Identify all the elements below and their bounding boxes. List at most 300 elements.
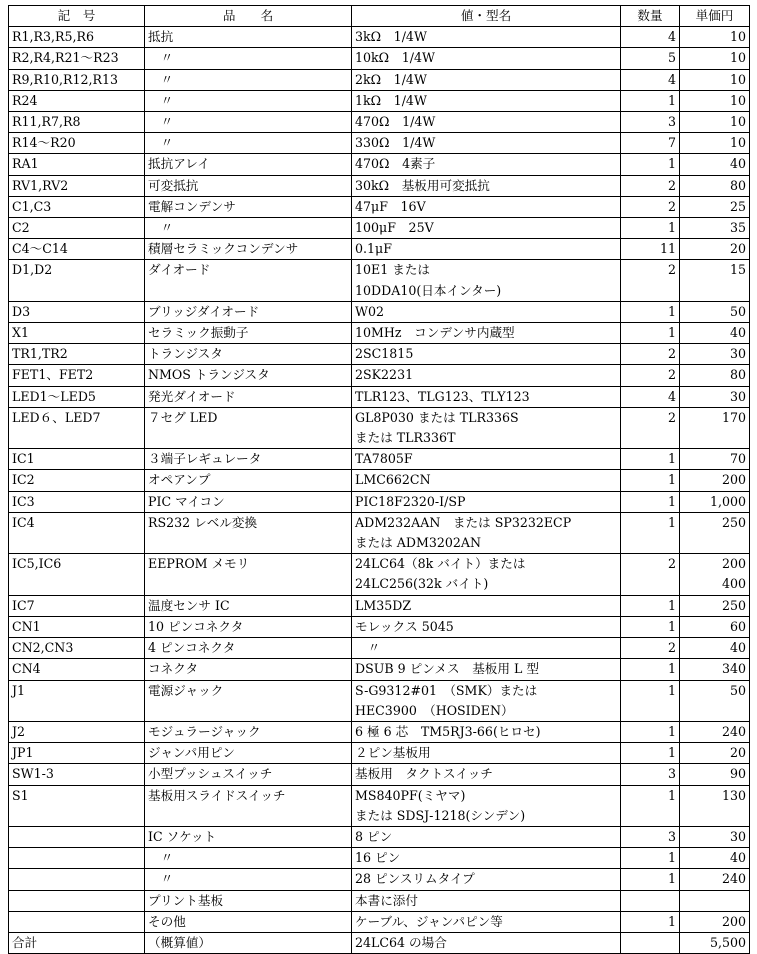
cell-qty: 2 [621,407,680,448]
cell-symbol: IC3 [9,491,145,512]
cell-spec [352,512,621,553]
cell-symbol: IC4 [9,512,145,553]
cell-item: 〃 [145,218,352,239]
cell-spec-line: LMC662CN [355,472,431,488]
cell-qty: 1 [621,218,680,239]
cell-item: IC ソケット [145,826,352,847]
cell-price-line: 10 [729,50,746,66]
cell-spec [352,133,621,154]
header-symbol: 記 号 [9,6,145,27]
cell-price-line: 200 [721,913,746,929]
table-row [9,386,750,407]
cell-item: 〃 [145,133,352,154]
cell-spec-line: ２ピン基板用 [355,745,431,761]
table-body [9,27,750,954]
cell-symbol: R2,R4,R21～R23 [9,48,145,69]
cell-item: 〃 [145,848,352,869]
cell-item: 発光ダイオード [145,386,352,407]
cell-price-line: 70 [729,451,746,467]
cell-symbol: LED６、LED7 [9,407,145,448]
cell-item: 〃 [145,112,352,133]
cell-spec-line: TA7805F [355,451,413,467]
cell-symbol: C2 [9,218,145,239]
cell-spec [352,27,621,48]
table-row [9,154,750,175]
cell-price [680,365,750,386]
cell-symbol [9,869,145,890]
cell-price [680,512,750,553]
cell-price-line: 20 [729,745,746,761]
cell-spec [352,301,621,322]
cell-price-line: 40 [729,325,746,341]
header-item: 品 名 [145,6,352,27]
table-row [9,785,750,826]
cell-spec-line: ケーブル、ジャンパピン等 [355,913,503,929]
cell-qty [621,890,680,911]
cell-price [680,826,750,847]
cell-spec [352,69,621,90]
table-row [9,680,750,721]
cell-price [680,69,750,90]
cell-item: 〃 [145,69,352,90]
cell-symbol: R1,R3,R5,R6 [9,27,145,48]
cell-symbol: TR1,TR2 [9,344,145,365]
cell-spec-line: 470Ω 1/4W [355,114,436,130]
table-row [9,218,750,239]
cell-price-line: 50 [729,682,746,698]
cell-spec [352,680,621,721]
cell-qty: 3 [621,826,680,847]
cell-qty: 1 [621,743,680,764]
cell-spec-line: 8 ピン [355,828,393,844]
cell-spec-line: S-G9312#01 （SMK）または [355,682,538,698]
cell-item: （概算値） [145,932,352,953]
cell-price-line: 10 [729,135,746,151]
cell-price-line: 200 [721,472,746,488]
cell-price-line: 10 [729,71,746,87]
cell-item: 温度センサ IC [145,595,352,616]
cell-price-line: 20 [729,241,746,257]
cell-item: オペアンプ [145,470,352,491]
cell-price-line: 40 [729,156,746,172]
cell-qty: 1 [621,785,680,826]
cell-price-line: 340 [721,661,746,677]
table-row [9,616,750,637]
cell-spec-line: 47μF 16V [355,198,426,214]
cell-price-line: 5,500 [709,934,746,950]
cell-price-line: 30 [729,828,746,844]
header-row [9,6,750,27]
cell-symbol: IC2 [9,470,145,491]
cell-price [680,764,750,785]
cell-symbol: D1,D2 [9,260,145,301]
cell-item: 〃 [145,90,352,111]
cell-price-line: 60 [729,618,746,634]
cell-price-line: 250 [721,597,746,613]
cell-price-line: 15 [729,262,746,278]
cell-price-line: 30 [729,388,746,404]
cell-symbol: D3 [9,301,145,322]
cell-spec [352,595,621,616]
table-row [9,659,750,680]
cell-symbol: JP1 [9,743,145,764]
cell-price-line: 250 [721,514,746,530]
cell-price [680,386,750,407]
cell-qty: 1 [621,721,680,742]
table-row [9,69,750,90]
cell-price [680,323,750,344]
table-row [9,869,750,890]
cell-spec-line: モレックス 5045 [355,618,454,634]
cell-item: コネクタ [145,659,352,680]
table-row [9,470,750,491]
cell-price [680,680,750,721]
cell-spec-line: 2SK2231 [355,367,414,383]
cell-price-line: 240 [721,723,746,739]
cell-item: 〃 [145,48,352,69]
cell-spec-line: 16 ピン [355,850,401,866]
cell-symbol: CN2,CN3 [9,638,145,659]
cell-spec [352,554,621,595]
cell-qty: 1 [621,659,680,680]
cell-qty: 2 [621,196,680,217]
cell-price-line: 130 [721,787,746,803]
cell-spec [352,218,621,239]
table-row [9,344,750,365]
cell-qty: 2 [621,175,680,196]
table-row [9,365,750,386]
cell-item: ７セグ LED [145,407,352,448]
cell-item: ダイオード [145,260,352,301]
cell-price [680,890,750,911]
table-row [9,826,750,847]
cell-price [680,554,750,595]
cell-item: モジュラージャック [145,721,352,742]
cell-symbol [9,826,145,847]
cell-item: 積層セラミックコンデンサ [145,239,352,260]
cell-symbol: R11,R7,R8 [9,112,145,133]
cell-spec [352,932,621,953]
cell-spec [352,365,621,386]
cell-price [680,133,750,154]
cell-price-line: 200 [721,556,746,572]
cell-spec [352,616,621,637]
cell-price-line: 30 [729,346,746,362]
table-row [9,175,750,196]
cell-spec [352,911,621,932]
cell-qty: 1 [621,301,680,322]
cell-price-line: 25 [729,198,746,214]
cell-spec-line: 30kΩ 基板用可変抵抗 [355,177,490,193]
cell-spec-line: MS840PF(ミヤマ) [355,787,466,803]
cell-qty: 1 [621,911,680,932]
table-row [9,848,750,869]
table-row [9,554,750,595]
cell-price [680,743,750,764]
table-row [9,449,750,470]
table-row [9,764,750,785]
cell-qty: 1 [621,90,680,111]
cell-item: 可変抵抗 [145,175,352,196]
cell-spec-line: ADM232AAN または SP3232ECP [355,514,572,530]
cell-spec-line: 100μF 25V [355,220,434,236]
cell-spec-line: 本書に添付 [355,892,418,908]
cell-spec [352,344,621,365]
cell-qty: 4 [621,386,680,407]
cell-spec-line: 6 極 6 芯 TM5RJ3-66(ヒロセ) [355,723,541,739]
cell-price [680,869,750,890]
cell-price [680,659,750,680]
cell-item: トランジスタ [145,344,352,365]
cell-price [680,638,750,659]
cell-spec [352,869,621,890]
cell-item: 基板用スライドスイッチ [145,785,352,826]
cell-price [680,27,750,48]
cell-price [680,112,750,133]
table-row [9,721,750,742]
table-row [9,133,750,154]
cell-symbol: CN4 [9,659,145,680]
cell-item: 抵抗アレイ [145,154,352,175]
cell-symbol: R14～R20 [9,133,145,154]
cell-qty: 2 [621,344,680,365]
cell-spec-line: 28 ピンスリムタイプ [355,871,475,887]
cell-symbol [9,890,145,911]
cell-symbol: R24 [9,90,145,111]
cell-item: その他 [145,911,352,932]
table-row [9,48,750,69]
cell-qty: 4 [621,27,680,48]
cell-price [680,932,750,953]
cell-qty: 1 [621,323,680,344]
table-row [9,27,750,48]
cell-price [680,218,750,239]
cell-spec [352,154,621,175]
cell-symbol: IC7 [9,595,145,616]
cell-price-line: 400 [721,576,746,592]
cell-spec-line: HEC3900 （HOSIDEN） [355,702,514,718]
cell-item: ジャンパ用ピン [145,743,352,764]
cell-qty: 1 [621,512,680,553]
cell-qty: 3 [621,112,680,133]
cell-qty: 7 [621,133,680,154]
cell-price [680,848,750,869]
table-row [9,301,750,322]
cell-symbol: SW1-3 [9,764,145,785]
cell-spec-line: または SDSJ-1218(シンデン) [355,807,526,823]
cell-qty: 1 [621,154,680,175]
cell-spec-line: 〃 [355,640,381,656]
cell-symbol: CN1 [9,616,145,637]
cell-qty: 1 [621,470,680,491]
cell-price-line: 240 [721,871,746,887]
cell-price [680,175,750,196]
parts-table [8,5,750,954]
cell-spec-line: DSUB 9 ピンメス 基板用 L 型 [355,661,539,677]
cell-price-line: 90 [729,766,746,782]
cell-spec [352,890,621,911]
cell-qty: 1 [621,595,680,616]
cell-price [680,154,750,175]
cell-spec [352,386,621,407]
cell-spec [352,848,621,869]
cell-item: 小型プッシュスイッチ [145,764,352,785]
cell-price-line: 35 [729,220,746,236]
cell-price [680,301,750,322]
cell-price [680,239,750,260]
table-row [9,260,750,301]
cell-item: 電解コンデンサ [145,196,352,217]
cell-qty: 1 [621,449,680,470]
cell-price [680,721,750,742]
cell-qty: 11 [621,239,680,260]
cell-spec-line: GL8P030 または TLR336S [355,409,519,425]
cell-price [680,90,750,111]
cell-price [680,407,750,448]
cell-price [680,196,750,217]
cell-item: 4 ピンコネクタ [145,638,352,659]
cell-qty: 1 [621,491,680,512]
table-row [9,890,750,911]
cell-spec [352,721,621,742]
table-row [9,491,750,512]
cell-item: 〃 [145,869,352,890]
cell-price-line: 40 [729,640,746,656]
cell-symbol: FET1、FET2 [9,365,145,386]
table-row [9,512,750,553]
cell-symbol [9,911,145,932]
cell-qty: 1 [621,848,680,869]
cell-qty: 2 [621,554,680,595]
cell-spec-line: 24LC64（8k バイト）または [355,556,526,572]
cell-qty [621,932,680,953]
cell-spec [352,638,621,659]
cell-qty: 1 [621,869,680,890]
cell-price [680,470,750,491]
table-row [9,323,750,344]
cell-spec-line: 3kΩ 1/4W [355,29,427,45]
cell-spec [352,239,621,260]
cell-spec-line: 2SC1815 [355,346,414,362]
cell-price-line: 80 [729,367,746,383]
cell-symbol: X1 [9,323,145,344]
cell-spec-line: 24LC64 の場合 [355,934,447,950]
cell-spec [352,826,621,847]
cell-symbol: 合計 [9,932,145,953]
cell-price [680,616,750,637]
table-row [9,638,750,659]
parts-list [8,5,750,954]
cell-price-line: 10 [729,92,746,108]
cell-spec-line: 1kΩ 1/4W [355,92,427,108]
cell-item: ブリッジダイオード [145,301,352,322]
cell-spec-line: 330Ω 1/4W [355,135,436,151]
cell-spec [352,449,621,470]
cell-symbol: LED1～LED5 [9,386,145,407]
cell-qty: 4 [621,69,680,90]
cell-qty: 3 [621,764,680,785]
cell-spec-line: 10DDA10(日本インター) [355,282,502,298]
cell-spec [352,48,621,69]
cell-qty: 2 [621,365,680,386]
cell-spec-line: W02 [355,303,384,319]
cell-symbol: J2 [9,721,145,742]
cell-price-line: 170 [721,409,746,425]
cell-spec-line: 基板用 タクトスイッチ [355,766,493,782]
cell-qty: 1 [621,680,680,721]
cell-spec [352,260,621,301]
cell-price [680,785,750,826]
cell-spec [352,491,621,512]
cell-qty: 5 [621,48,680,69]
table-row [9,112,750,133]
header-price: 単価円 [680,6,750,27]
cell-price [680,595,750,616]
cell-qty: 2 [621,260,680,301]
cell-spec [352,196,621,217]
table-row [9,407,750,448]
table-row [9,595,750,616]
cell-price [680,48,750,69]
cell-spec-line: 2kΩ 1/4W [355,71,427,87]
cell-qty: 2 [621,638,680,659]
cell-spec-line: 10kΩ 1/4W [355,50,435,66]
cell-symbol: RA1 [9,154,145,175]
cell-spec-line: LM35DZ [355,597,412,613]
cell-item: ３端子レギュレータ [145,449,352,470]
header-spec: 値・型名 [352,6,621,27]
cell-item: EEPROM メモリ [145,554,352,595]
cell-spec-line: または TLR336T [355,430,456,446]
cell-spec [352,407,621,448]
cell-price-line: 40 [729,850,746,866]
cell-spec [352,175,621,196]
cell-symbol: R9,R10,R12,R13 [9,69,145,90]
cell-spec-line: 470Ω 4素子 [355,156,436,172]
cell-price-line: 50 [729,303,746,319]
cell-price [680,491,750,512]
table-row [9,239,750,260]
cell-spec-line: PIC18F2320-I/SP [355,493,466,509]
cell-symbol [9,848,145,869]
cell-spec [352,112,621,133]
cell-item: 10 ピンコネクタ [145,616,352,637]
cell-price-line: 10 [729,29,746,45]
table-row [9,743,750,764]
cell-spec-line: 0.1μF [355,241,392,257]
cell-spec-line: 10E1 または [355,262,431,278]
table-row [9,911,750,932]
cell-item: RS232 レベル変換 [145,512,352,553]
cell-item: 抵抗 [145,27,352,48]
cell-spec [352,659,621,680]
cell-price [680,911,750,932]
total-row [9,932,750,953]
cell-qty: 1 [621,616,680,637]
cell-spec [352,764,621,785]
cell-item: セラミック振動子 [145,323,352,344]
cell-item: PIC マイコン [145,491,352,512]
cell-symbol: C4～C14 [9,239,145,260]
cell-price-line: 1,000 [709,493,746,509]
cell-item: NMOS トランジスタ [145,365,352,386]
cell-symbol: IC1 [9,449,145,470]
cell-spec-line: 24LC256(32k バイト) [355,576,489,592]
header-qty: 数量 [621,6,680,27]
cell-price-line: 80 [729,177,746,193]
cell-symbol: IC5,IC6 [9,554,145,595]
cell-spec-line: 10MHz コンデンサ内蔵型 [355,325,515,341]
